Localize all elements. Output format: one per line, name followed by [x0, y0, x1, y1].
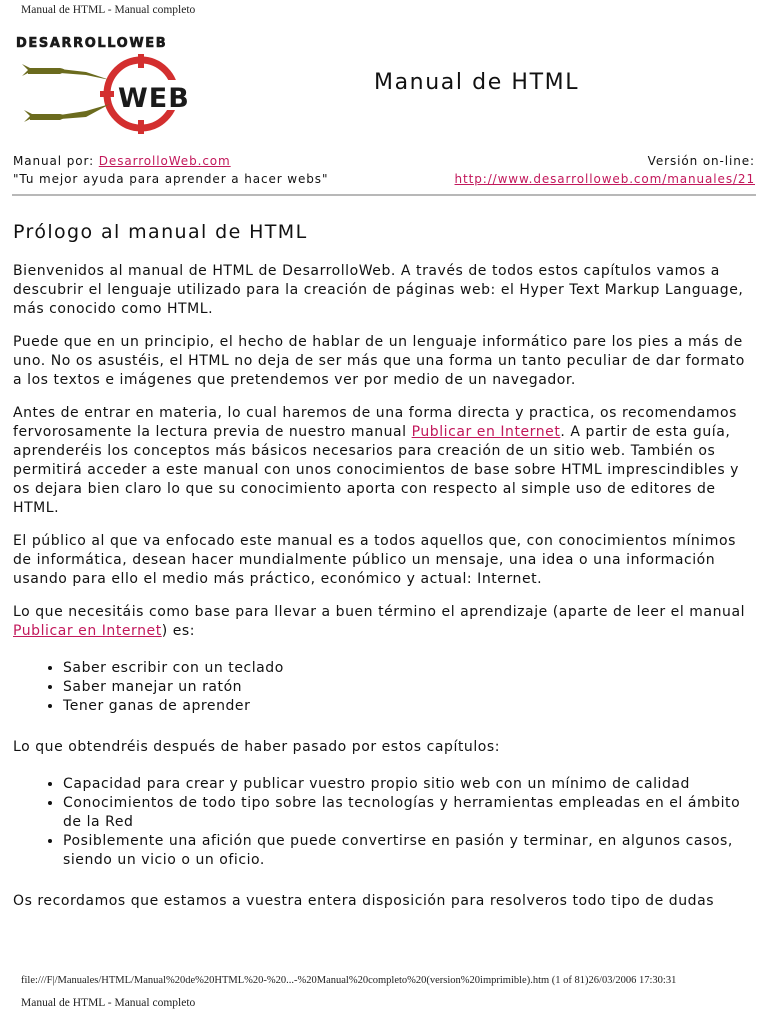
darts-target-logo-icon [14, 50, 220, 136]
print-header-next-page: Manual de HTML - Manual completo [21, 997, 196, 1009]
header-divider [12, 194, 756, 196]
author-info [13, 152, 328, 188]
paragraph: Lo que obtendréis después de haber pasado por estos capítulos: [13, 739, 501, 755]
logo-badge-text: WEB [118, 83, 190, 114]
document-title: Manual de HTML [374, 70, 580, 95]
list-item: • Posiblemente una afición que puede convertirse en pasión y terminar, en algunos casos, siendo un vicio o un oficio. [63, 832, 755, 870]
publicar-en-internet-link[interactable]: Publicar en Internet [13, 623, 162, 639]
requirements-list [13, 659, 755, 716]
author-label: Manual por: [13, 154, 95, 168]
outcomes-list [13, 775, 755, 870]
paragraph [13, 404, 755, 518]
list-item: • Capacidad para crear y publicar vuestro propio sitio web con un mínimo de calidad [63, 775, 755, 794]
paragraph: Bienvenidos al manual de HTML de DesarrolloWeb. A través de todos estos capítulos vamos a descubrir el lenguaje utilizado para la creación de páginas web: el Hyper Text Markup Language, más conocido como HTML. [13, 263, 744, 317]
print-footer: file:///F|/Manuales/HTML/Manual%20de%20HTML%20-%20...-%20Manual%20completo%20(version%20imprimible).htm (1 of 81)26/03/2006 17:30:31 [21, 975, 677, 986]
list-item: • Tener ganas de aprender [63, 697, 755, 716]
online-version-info [455, 152, 755, 188]
paragraph-text: . A partir de esta guía, aprenderéis los conceptos más básicos necesarios para creación de un sitio web. También os permitirá acceder a este manual con unos conocimientos de base sobre HTML imprescindibles y os dejara bien claro lo que su conocimiento aporta con respecto al simple uso de editores de HTML. [13, 424, 740, 516]
online-version-link[interactable]: http://www.desarrolloweb.com/manuales/21 [454, 172, 755, 186]
print-header: Manual de HTML - Manual completo [21, 4, 196, 16]
prologue-content [13, 262, 755, 925]
list-item: • Saber escribir con un teclado [63, 659, 755, 678]
logo-wordmark: DESARROLLOWEB [16, 36, 168, 51]
online-version-label: Versión on-line: [647, 154, 755, 168]
paragraph: Puede que en un principio, el hecho de hablar de un lenguaje informático pare los pies a más de uno. No os asustéis, el HTML no deja de ser más que una forma un tanto peculiar de dar formato a los textos e imágenes que pretendemos ver por medio de un navegador. [13, 334, 745, 388]
author-link[interactable]: DesarrolloWeb.com [98, 154, 231, 168]
paragraph: El público al que va enfocado este manual es a todos aquellos que, con conocimientos mínimos de informática, desean hacer mundialmente público un mensaje, una idea o una información usando para ello el medio más práctico, económico y actual: Internet. [13, 533, 736, 587]
paragraph: Os recordamos que estamos a vuestra entera disposición para resolveros todo tipo de dudas [13, 893, 715, 909]
tagline: "Tu mejor ayuda para aprender a hacer webs" [13, 172, 329, 186]
desarrolloweb-logo[interactable] [14, 36, 220, 136]
publicar-en-internet-link[interactable]: Publicar en Internet [411, 424, 561, 440]
paragraph-text: Antes de entrar en materia, lo cual haremos de una forma directa y practica, os recomendamos fervorosamente la lectura previa de nuestro manual [13, 405, 737, 440]
paragraph-text: Lo que necesitáis como base para llevar a buen término el aprendizaje (aparte de leer el manual [13, 604, 746, 620]
paragraph-text: ) es: [161, 623, 196, 639]
section-title: Prólogo al manual de HTML [13, 221, 308, 243]
paragraph [13, 603, 755, 641]
list-item: • Conocimientos de todo tipo sobre las tecnologías y herramientas empleadas en el ámbito de la Red [63, 794, 755, 832]
list-item: • Saber manejar un ratón [63, 678, 755, 697]
